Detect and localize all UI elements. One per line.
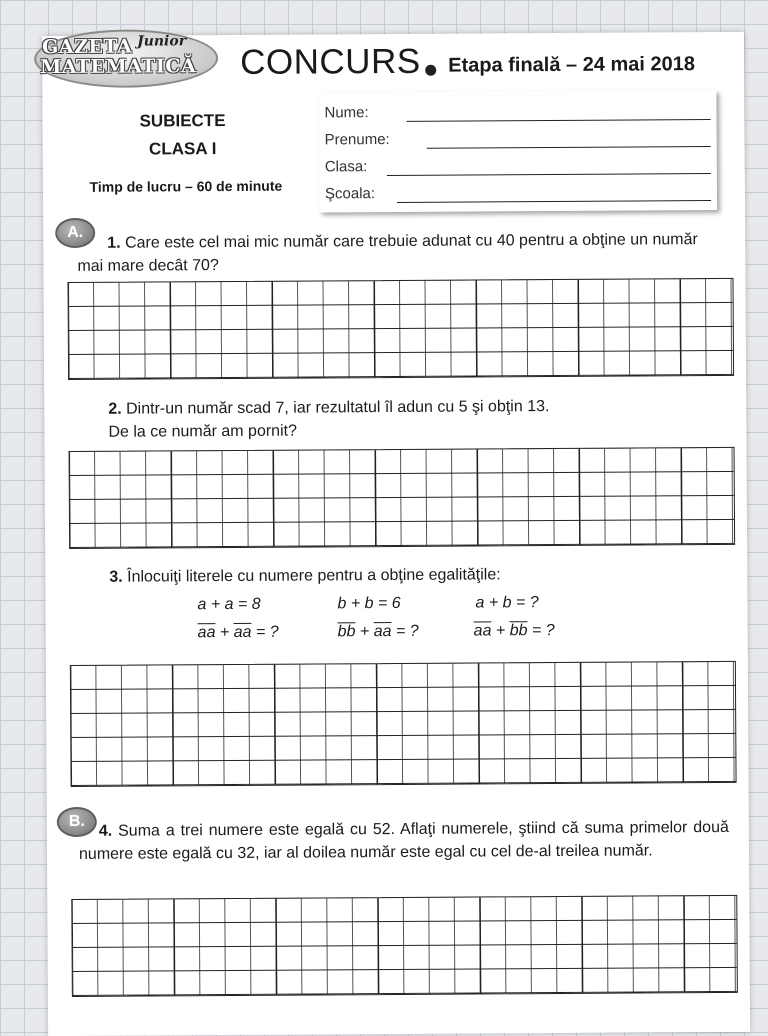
- eq4-plus: +: [215, 623, 234, 642]
- answer-grid-2[interactable]: [69, 447, 736, 549]
- class-label: Clasa:: [324, 158, 368, 176]
- surname-line[interactable]: [427, 146, 711, 149]
- equation-5: [338, 623, 419, 641]
- school-line[interactable]: [397, 200, 711, 203]
- equation-2: b + b = 6: [337, 594, 401, 613]
- eq6-term-1: $\overline{aa}$: [473, 622, 492, 640]
- eq5-result: = ?: [391, 622, 419, 641]
- section-b-badge: B.: [57, 807, 97, 837]
- question-2: [108, 394, 728, 444]
- question-3: [109, 562, 729, 589]
- question-1: [77, 228, 727, 278]
- answer-grid-4[interactable]: [71, 895, 738, 997]
- exam-sheet: [42, 32, 750, 1036]
- q2-text-2: De la ce număr am pornit?: [108, 422, 298, 441]
- stage-date: Etapa finală – 24 mai 2018: [448, 53, 696, 77]
- q3-text: Înlocuiţi literele cu numere pentru a obţine egalităţile:: [127, 566, 501, 586]
- equation-1: a + a = 8: [197, 595, 261, 614]
- section-a-badge: A.: [55, 218, 95, 248]
- eq5-plus: +: [355, 623, 374, 641]
- time-limit: Timp de lucru – 60 de minute: [89, 177, 283, 195]
- eq4-result: = ?: [251, 623, 279, 641]
- equation-4: [198, 624, 279, 642]
- answer-grid-3[interactable]: [70, 661, 737, 787]
- eq5-term-2: $\overline{aa}$: [373, 623, 392, 641]
- q2-number: 2.: [108, 400, 122, 418]
- class-row[interactable]: [325, 154, 711, 182]
- logo-junior: Junior: [136, 33, 187, 50]
- eq6-term-2: $\overline{bb}$: [509, 622, 528, 640]
- contest-title: CONCURS: [240, 41, 421, 82]
- equation-6: [474, 622, 555, 640]
- eq4-term-1: $\overline{aa}$: [197, 624, 216, 642]
- q4-text: Suma a trei numere este egală cu 52. Aflaţi numerele, ştiind că suma primelor două numere este egală cu 32, iar al doilea număr este egal cu cel de-al treilea număr.: [78, 818, 729, 863]
- name-line[interactable]: [407, 119, 711, 122]
- q1-number: 1.: [107, 234, 121, 252]
- surname-label: Prenume:: [324, 131, 390, 149]
- student-info-box: [318, 90, 717, 212]
- eq6-result: = ?: [527, 622, 555, 640]
- eq4-term-2: $\overline{aa}$: [233, 623, 252, 641]
- bullet-icon: [425, 65, 436, 76]
- school-label: Şcoala:: [324, 185, 376, 203]
- grade-heading: CLASA I: [148, 139, 217, 159]
- q3-number: 3.: [109, 568, 123, 586]
- logo-line1: GAZETA: [42, 35, 133, 59]
- eq6-plus: +: [491, 622, 510, 640]
- logo-line2: MATEMATICĂ: [40, 55, 197, 79]
- name-label: Nume:: [324, 104, 369, 122]
- class-line[interactable]: [387, 173, 711, 176]
- q4-number: 4.: [98, 822, 113, 840]
- answer-grid-1[interactable]: [68, 278, 735, 380]
- name-row[interactable]: [324, 100, 710, 128]
- subjects-heading: SUBIECTE: [139, 111, 226, 131]
- q1-text: Care este cel mai mic număr care trebuie adunat cu 40 pentru a obţine un număr mai mare decât 70?: [77, 231, 698, 275]
- surname-row[interactable]: [325, 127, 711, 155]
- question-4: [79, 816, 729, 866]
- eq5-term-1: $\overline{bb}$: [337, 623, 356, 641]
- school-row[interactable]: [325, 181, 711, 209]
- q2-text-1: Dintr-un număr scad 7, iar rezultatul îl adun cu 5 şi obţin 13.: [126, 398, 550, 418]
- equation-3: a + b = ?: [475, 594, 539, 612]
- gazeta-logo: [34, 29, 218, 88]
